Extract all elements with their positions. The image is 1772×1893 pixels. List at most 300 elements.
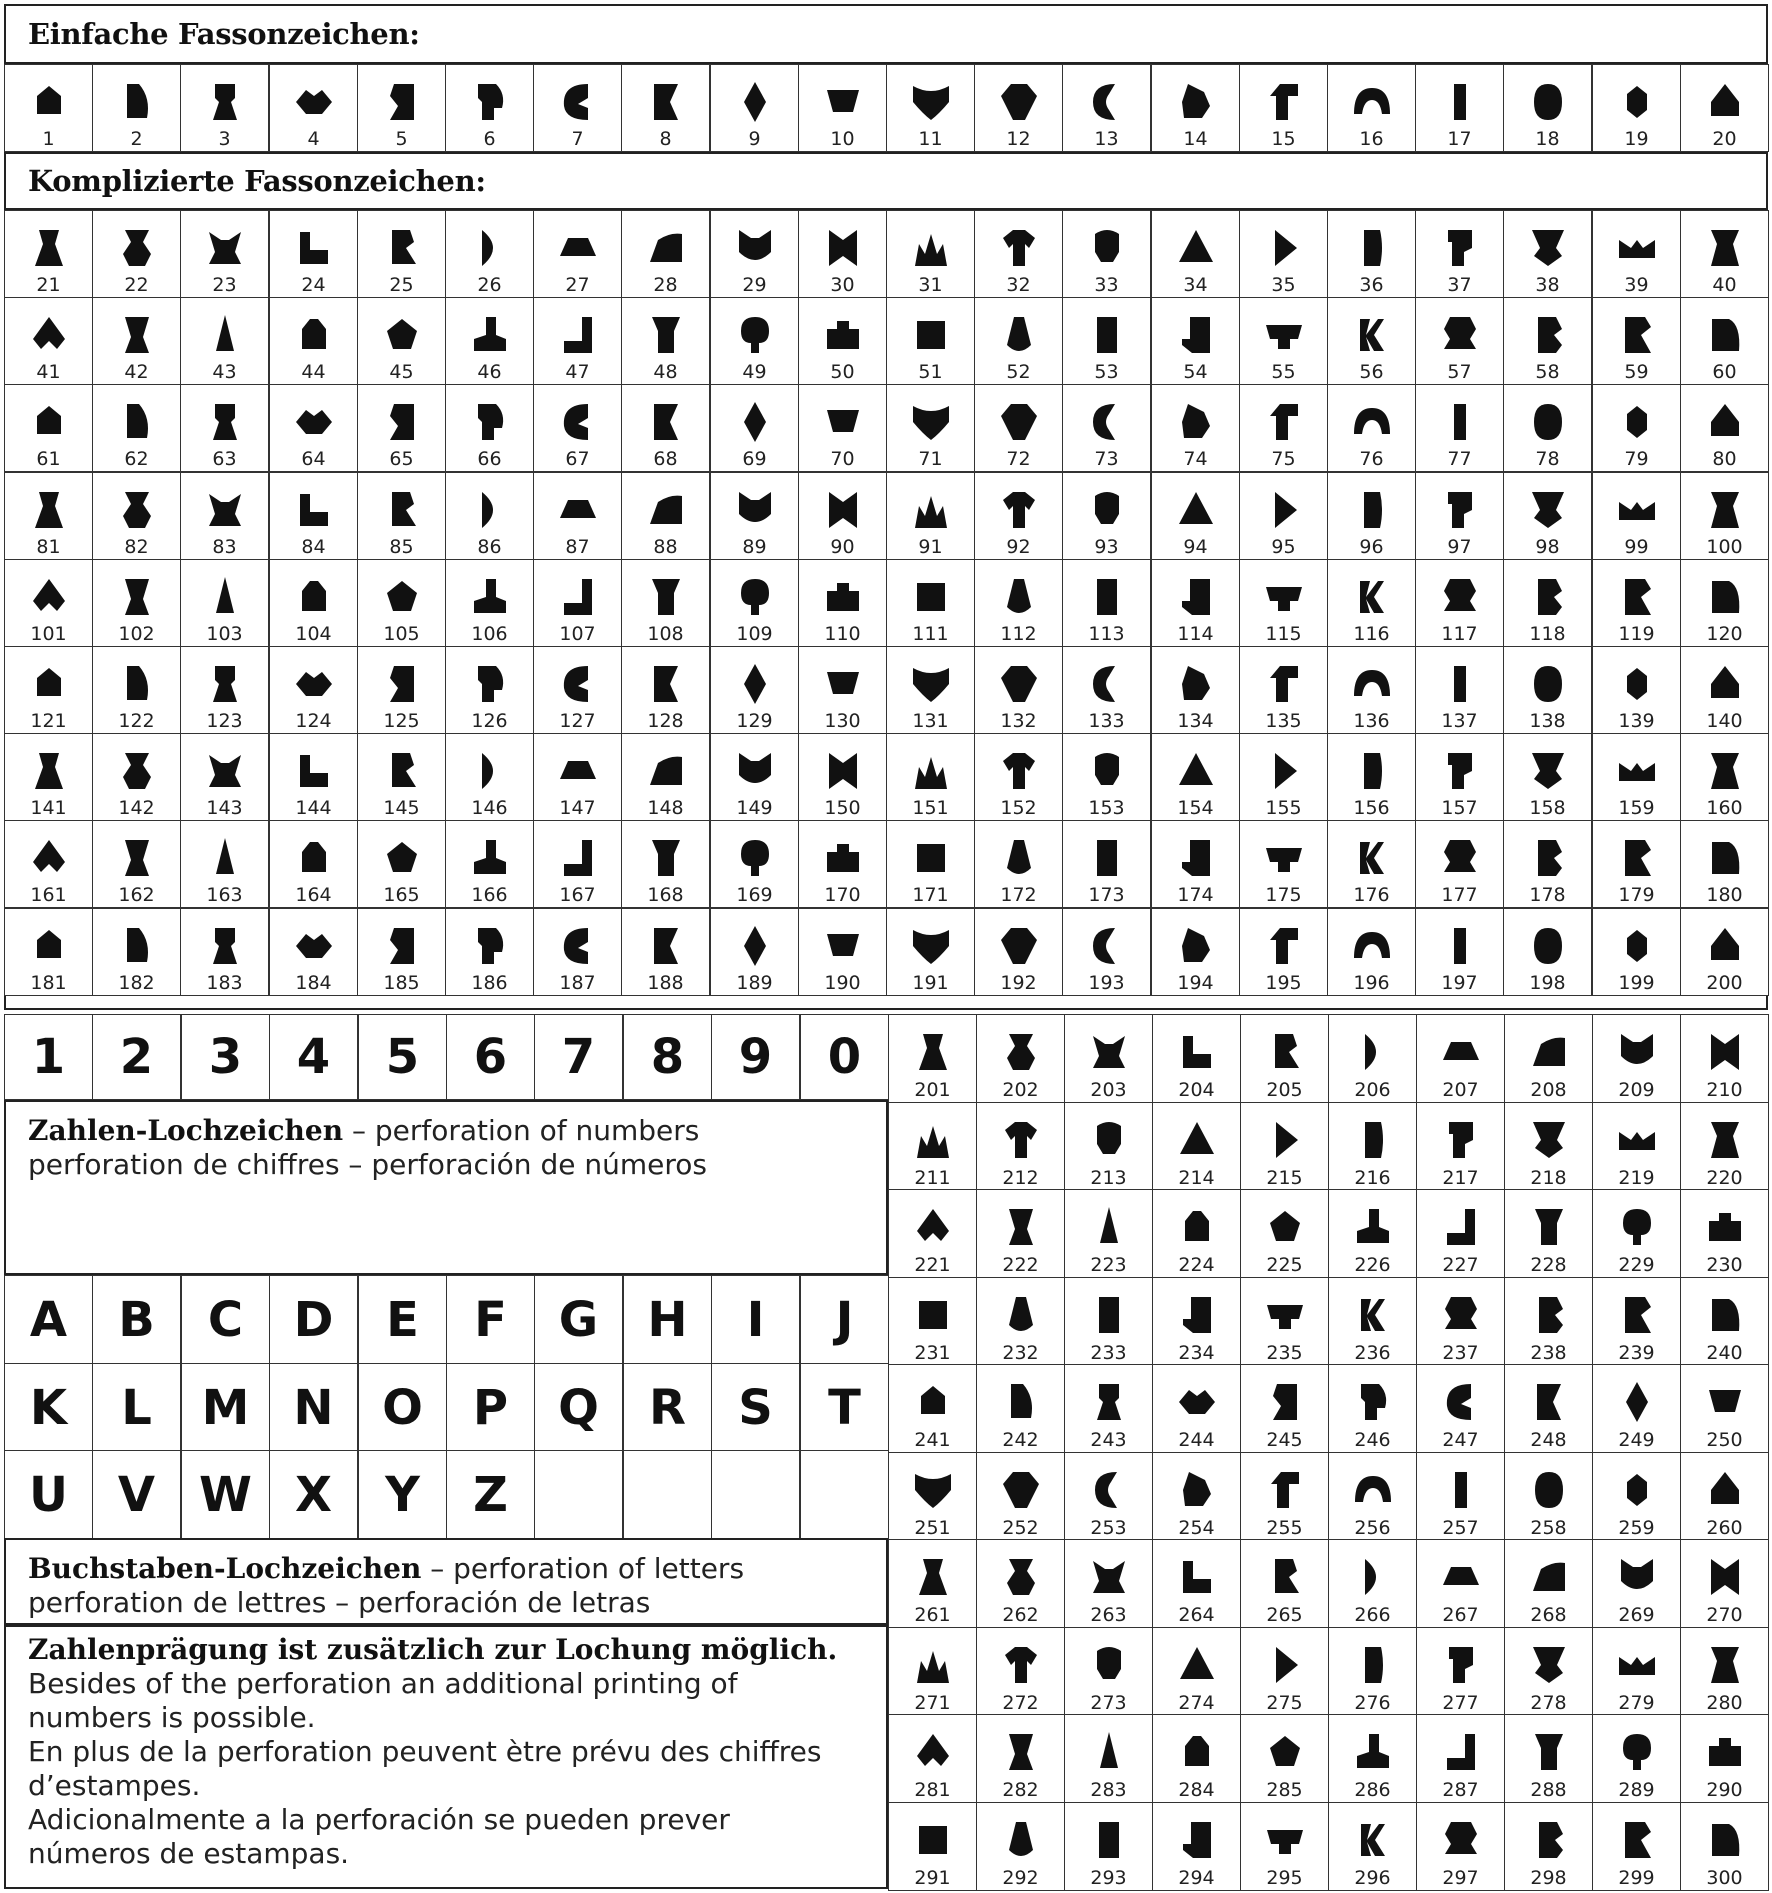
perforation-symbol-icon [374,482,430,538]
extra-symbol-cell [1152,1802,1241,1891]
symbol-shape [1182,928,1210,962]
perforation-symbol-icon [1433,1462,1489,1518]
symbol-shape [921,1386,945,1414]
symbol-shape [1625,1822,1651,1858]
complex-symbol-cell [886,820,975,908]
stamping-note-line-3: En plus de la perforation peuvent ètre prévu des chiffres [28,1735,822,1768]
simple-symbol-cell [1327,64,1416,152]
letter-glyph-cell [181,1363,270,1452]
complex-symbol-cell [445,908,534,996]
perforation-symbol-icon [1432,74,1488,130]
perforation-symbol-icon [1521,1812,1577,1868]
letter-glyph: B [118,1291,155,1348]
symbol-shape [827,844,859,872]
perforation-symbol-icon [1081,1112,1137,1168]
extra-symbol-cell [888,1277,977,1366]
symbol-number: 125 [383,710,420,732]
extra-symbol-cell [1240,1452,1329,1541]
symbol-number: 189 [736,972,773,994]
complex-symbol-cell [974,559,1063,647]
perforation-symbol-icon [1433,1024,1489,1080]
symbol-shape [1273,1384,1297,1420]
complex-symbol-cell [886,384,975,472]
symbol-number: 95 [1271,536,1296,558]
symbol-shape [739,753,771,783]
complex-symbol-cell [621,384,710,472]
symbol-number: 127 [559,710,596,732]
perforation-symbol-icon [21,656,77,712]
letter-glyph-cell [4,1363,93,1452]
complex-symbol-cell [1239,733,1328,821]
symbol-shape [1535,1472,1563,1508]
perforation-symbol-icon [991,307,1047,363]
perforation-symbol-icon [374,830,430,886]
symbol-shape [1009,1822,1033,1856]
complex-symbol-cell [1680,384,1769,472]
perforation-symbol-icon [1256,220,1312,276]
complex-symbol-cell [1239,820,1328,908]
symbol-number: 214 [1178,1167,1215,1189]
perforation-symbol-icon [1344,830,1400,886]
perforation-symbol-icon [1520,307,1576,363]
complex-symbol-cell [445,646,534,734]
perforation-symbol-icon [638,482,694,538]
perforation-symbol-icon [1257,1462,1313,1518]
perforation-symbol-icon [727,656,783,712]
perforation-symbol-icon [1344,918,1400,974]
perforation-symbol-icon [1432,569,1488,625]
complex-symbol-cell [1503,908,1592,996]
symbol-shape [1711,1472,1739,1504]
symbol-shape [915,1474,951,1508]
perforation-symbol-icon [1344,569,1400,625]
symbol-shape [829,230,857,266]
perforation-symbol-icon [462,394,518,450]
symbol-shape [1361,1384,1386,1420]
perforation-symbol-icon [993,1024,1049,1080]
perforation-symbol-icon [1521,1024,1577,1080]
symbol-number: 68 [653,448,678,470]
symbol-number: 93 [1094,536,1119,558]
symbol-number: 100 [1706,536,1743,558]
complex-symbol-cell [1327,297,1416,385]
stamping-note-bold: Zahlenprägung ist zusätzlich zur Lochung möglich. [28,1633,838,1666]
symbol-number: 86 [477,536,502,558]
symbol-shape [650,756,682,784]
symbol-shape [1100,1732,1118,1768]
perforation-symbol-icon [1344,307,1400,363]
complex-symbol-cell [886,646,975,734]
symbol-shape [1097,317,1117,353]
symbol-shape [650,233,682,261]
complex-symbol-cell [1327,908,1416,996]
symbol-number: 18 [1535,128,1560,150]
symbol-number: 91 [918,536,943,558]
complex-symbol-cell [1062,559,1151,647]
extra-symbol-cell [1416,1189,1505,1278]
symbol-number: 287 [1442,1779,1479,1801]
symbol-shape [125,579,149,615]
complex-symbol-cell [269,210,358,298]
digit-glyph: 6 [473,1029,508,1085]
complex-symbol-cell [180,384,269,472]
extra-symbol-cell [1680,1802,1769,1891]
symbol-shape [1093,404,1115,440]
symbol-number: 226 [1354,1254,1391,1276]
complex-symbol-cell [1062,646,1151,734]
complex-symbol-cell [798,646,887,734]
symbol-shape [1270,928,1298,964]
symbol-number: 249 [1618,1429,1655,1451]
complex-symbol-cell [1503,820,1592,908]
symbol-shape [1266,587,1302,611]
symbol-number: 169 [736,884,773,906]
perforation-symbol-icon [1520,918,1576,974]
symbol-number: 32 [1006,274,1031,296]
perforation-symbol-icon [1081,1462,1137,1518]
extra-symbol-cell [888,1539,977,1628]
symbol-number: 289 [1618,1779,1655,1801]
perforation-symbol-icon [727,74,783,130]
complex-symbol-cell [1503,384,1592,472]
symbol-shape [1276,1122,1298,1158]
symbol-number: 11 [918,128,943,150]
symbol-shape [827,934,859,956]
symbol-shape [482,230,493,266]
perforation-symbol-icon [21,482,77,538]
complex-symbol-cell [1327,559,1416,647]
symbol-shape [1270,84,1298,120]
symbol-shape [1619,1657,1655,1675]
perforation-symbol-icon [727,394,783,450]
perforation-symbol-icon [1081,1287,1137,1343]
complex-symbol-cell [357,820,446,908]
extra-symbol-cell [1416,1802,1505,1891]
extra-symbol-cell [1592,1014,1681,1103]
symbol-shape [1538,317,1562,353]
perforation-symbol-icon [727,830,783,886]
extra-symbol-cell [1504,1364,1593,1453]
perforation-symbol-icon [1257,1199,1313,1255]
complex-symbol-cell [533,733,622,821]
complex-symbol-cell [269,646,358,734]
perforation-symbol-icon [905,1637,961,1693]
symbol-shape [1533,1647,1565,1683]
letter-glyph-cell [269,1363,358,1452]
perforation-symbol-icon [1256,394,1312,450]
complex-symbol-cell [1680,733,1769,821]
symbol-shape [209,755,241,787]
perforation-symbol-icon [550,220,606,276]
symbol-number: 270 [1706,1604,1743,1626]
symbol-number: 206 [1354,1079,1391,1101]
symbol-shape [1182,317,1210,353]
perforation-symbol-icon [905,1724,961,1780]
symbol-number: 211 [914,1167,951,1189]
perforation-symbol-icon [1169,1462,1225,1518]
complex-symbol-cell [1503,210,1592,298]
perforation-symbol-icon [727,918,783,974]
symbol-number: 45 [389,361,414,383]
extra-symbol-cell [1416,1364,1505,1453]
symbol-number: 37 [1447,274,1472,296]
symbol-shape [1003,492,1035,528]
extra-symbol-cell [1680,1014,1769,1103]
symbol-shape [1093,1036,1125,1068]
symbol-number: 9 [748,128,761,150]
perforation-symbol-icon [462,74,518,130]
symbol-number: 180 [1706,884,1743,906]
extra-symbol-cell [1328,1014,1417,1103]
letter-glyph-cell [358,1363,447,1452]
symbol-shape [387,581,417,611]
extra-symbol-cell [1416,1452,1505,1541]
complex-symbol-cell [4,733,93,821]
complex-symbol-cell [621,646,710,734]
perforation-symbol-icon [815,482,871,538]
symbol-shape [917,1126,949,1158]
symbol-number: 246 [1354,1429,1391,1451]
complex-symbol-cell [445,472,534,560]
perforation-symbol-icon [1697,1724,1753,1780]
symbol-number: 165 [383,884,420,906]
complex-symbol-cell [974,384,1063,472]
perforation-symbol-icon [993,1374,1049,1430]
extra-symbol-cell [1504,1277,1593,1366]
symbol-number: 208 [1530,1079,1567,1101]
symbol-number: 197 [1441,972,1478,994]
perforation-symbol-icon [993,1549,1049,1605]
complex-symbol-cell [1062,820,1151,908]
perforation-symbol-icon [550,830,606,886]
symbol-shape [1534,84,1562,120]
complex-symbol-cell [180,646,269,734]
symbol-shape [1179,753,1213,785]
symbol-shape [1625,1297,1651,1333]
symbol-number: 245 [1266,1429,1303,1451]
extra-symbol-cell [1328,1539,1417,1628]
symbol-number: 242 [1002,1429,1039,1451]
complex-symbol-cell [1680,559,1769,647]
symbol-shape [1001,666,1037,702]
perforation-symbol-icon [1345,1287,1401,1343]
symbol-shape [127,404,148,438]
symbol-shape [1623,1209,1651,1245]
symbol-shape [739,230,771,260]
symbol-number: 26 [477,274,502,296]
symbol-number: 70 [830,448,855,470]
symbol-shape [1095,492,1119,524]
symbol-shape [1534,404,1562,440]
extra-symbol-cell [1416,1627,1505,1716]
symbol-number: 134 [1177,710,1214,732]
complex-symbol-cell [1503,472,1592,560]
symbol-shape [1093,84,1115,120]
perforation-symbol-icon [903,569,959,625]
symbol-shape [1447,1209,1475,1245]
perforation-symbol-icon [1081,1724,1137,1780]
perforation-symbol-icon [1520,830,1576,886]
symbol-number: 292 [1002,1867,1039,1889]
perforation-symbol-icon [1168,743,1224,799]
symbol-number: 138 [1529,710,1566,732]
complex-symbol-cell [1503,646,1592,734]
complex-symbol-cell [1503,733,1592,821]
perforation-symbol-icon [1168,569,1224,625]
symbol-shape [1712,842,1739,874]
symbol-shape [1275,230,1297,266]
symbol-number: 94 [1183,536,1208,558]
symbol-number: 177 [1441,884,1478,906]
symbol-number: 298 [1530,1867,1567,1889]
symbol-number: 215 [1266,1167,1303,1189]
perforation-symbol-icon [109,918,165,974]
symbol-number: 17 [1447,128,1472,150]
symbol-shape [1100,1207,1118,1243]
complex-symbol-cell [1327,646,1416,734]
perforation-symbol-icon [905,1549,961,1605]
perforation-symbol-icon [1169,1024,1225,1080]
symbol-shape [1354,932,1390,958]
digit-glyph-cell [92,1014,181,1100]
complex-symbol-cell [798,820,887,908]
symbol-number: 167 [559,884,596,906]
symbol-shape [1532,230,1564,266]
complex-symbol-cell [1327,820,1416,908]
symbol-number: 98 [1535,536,1560,558]
perforation-symbol-icon [1079,569,1135,625]
symbol-shape [123,492,151,528]
complex-section-title: Komplizierte Fassonzeichen: [4,152,1768,210]
symbol-shape [564,666,588,702]
symbol-number: 151 [912,797,949,819]
perforation-symbol-icon [1432,482,1488,538]
perforation-symbol-icon [1697,1024,1753,1080]
digit-glyph-cell [358,1014,447,1100]
complex-symbol-cell [269,384,358,472]
extra-symbol-cell [1240,1802,1329,1891]
numbers-caption-bold: Zahlen-Lochzeichen [28,1114,344,1147]
symbol-number: 191 [912,972,949,994]
complex-symbol-cell [798,297,887,385]
perforation-symbol-icon [1433,1724,1489,1780]
symbol-number: 57 [1447,361,1472,383]
symbol-number: 188 [647,972,684,994]
simple-symbol-cell [1592,64,1681,152]
perforation-symbol-icon [905,1024,961,1080]
symbol-shape [1627,1474,1647,1506]
symbol-number: 128 [647,710,684,732]
symbol-number: 43 [212,361,237,383]
symbol-shape [1711,492,1739,528]
symbol-number: 281 [914,1779,951,1801]
symbol-shape [1182,666,1210,700]
complex-symbol-cell [886,733,975,821]
symbol-shape [1709,1390,1741,1412]
symbol-number: 293 [1090,1867,1127,1889]
symbol-number: 126 [471,710,508,732]
perforation-symbol-icon [1344,74,1400,130]
complex-symbol-cell [710,472,799,560]
perforation-symbol-icon [1345,1637,1401,1693]
digit-glyph-cell [800,1014,889,1100]
simple-symbol-cell [1680,64,1769,152]
symbol-number: 110 [824,623,861,645]
perforation-symbol-icon [197,569,253,625]
simple-symbol-cell [710,64,799,152]
letter-glyph-cell [800,1363,889,1452]
letter-glyph: E [386,1291,419,1348]
symbol-number: 225 [1266,1254,1303,1276]
extra-symbol-cell [1504,1627,1593,1716]
complex-symbol-cell [621,908,710,996]
complex-symbol-cell [180,559,269,647]
perforation-symbol-icon [1344,656,1400,712]
complex-symbol-cell [92,297,181,385]
symbol-shape [35,492,63,528]
simple-section-title: Einfache Fassonzeichen: [4,6,1768,64]
complex-symbol-cell [4,820,93,908]
letter-glyph-cell [623,1275,712,1364]
symbol-number: 182 [118,972,155,994]
symbol-shape [1003,230,1035,266]
perforation-symbol-icon [1609,1549,1665,1605]
letter-glyph-cell [181,1275,270,1364]
symbol-number: 185 [383,972,420,994]
symbol-number: 25 [389,274,414,296]
perforation-symbol-icon [197,307,253,363]
symbol-shape [482,753,493,789]
symbol-shape [1621,1034,1653,1064]
symbol-shape [829,492,857,528]
symbol-number: 231 [914,1342,951,1364]
complex-symbol-cell [974,210,1063,298]
digit-glyph: 9 [738,1029,773,1085]
symbol-shape [1627,930,1647,962]
symbol-number: 67 [565,448,590,470]
perforation-symbol-icon [462,482,518,538]
complex-symbol-cell [1592,559,1681,647]
symbol-shape [1183,1297,1211,1333]
complex-symbol-cell [1415,733,1504,821]
symbol-number: 216 [1354,1167,1391,1189]
perforation-symbol-icon [1433,1637,1489,1693]
extra-symbol-cell [1064,1277,1153,1366]
extra-symbol-cell [1328,1452,1417,1541]
symbol-number: 142 [118,797,155,819]
complex-symbol-cell [1592,733,1681,821]
symbol-number: 118 [1529,623,1566,645]
symbol-number: 195 [1265,972,1302,994]
perforation-symbol-icon [1609,220,1665,276]
symbol-shape [1454,928,1466,964]
symbol-shape [1099,1297,1119,1333]
symbol-shape [1093,666,1115,702]
complex-symbol-cell [445,559,534,647]
perforation-symbol-icon [638,307,694,363]
complex-symbol-cell [1151,733,1240,821]
symbol-number: 176 [1353,884,1390,906]
symbol-number: 217 [1442,1167,1479,1189]
perforation-symbol-icon [815,743,871,799]
extra-symbol-cell [976,1189,1065,1278]
simple-symbol-cell [269,64,358,152]
symbol-number: 72 [1006,448,1031,470]
perforation-symbol-icon [1169,1112,1225,1168]
symbol-shape [1533,1037,1565,1065]
symbol-number: 78 [1535,448,1560,470]
complex-symbol-cell [1592,908,1681,996]
